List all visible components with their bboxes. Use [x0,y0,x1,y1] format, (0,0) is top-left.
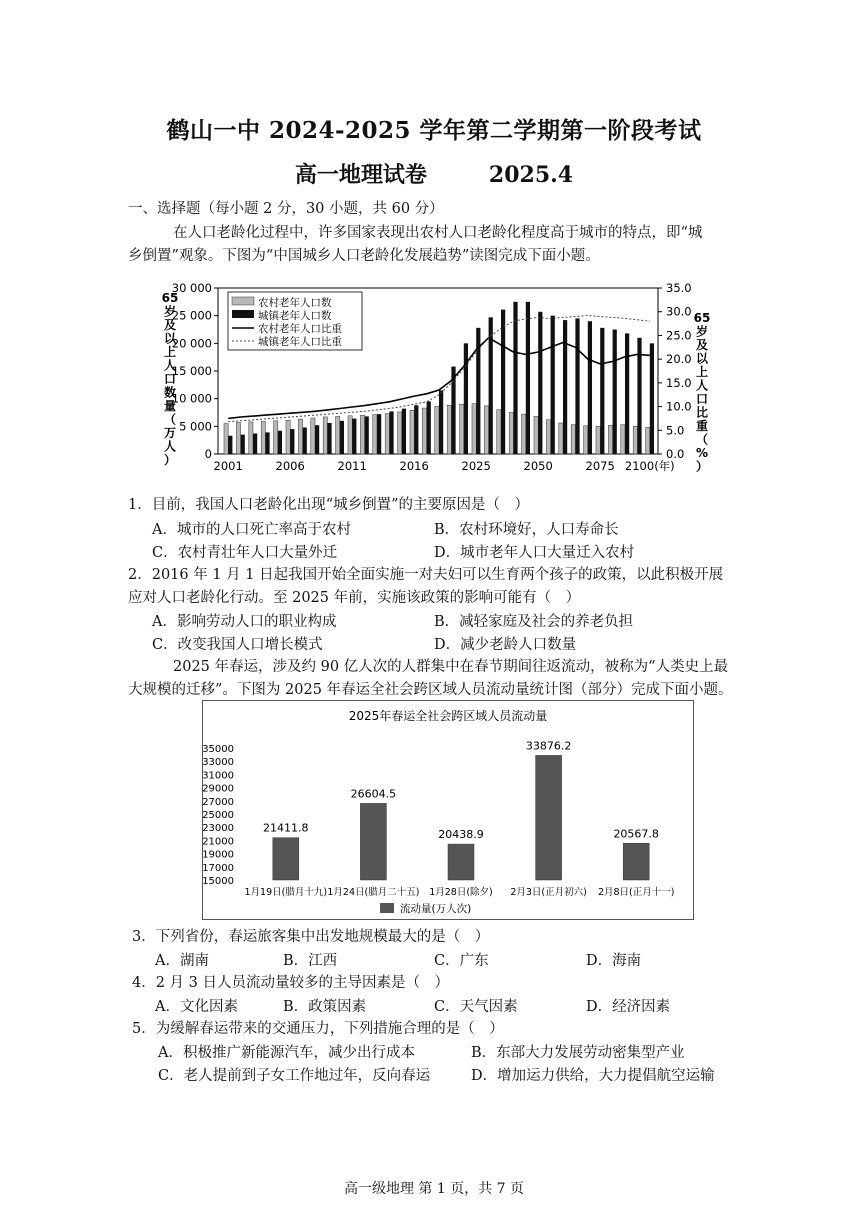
legend-label: 城镇老年人口数 [258,310,332,322]
q2-stem-line1: 2．2016 年 1 月 1 日起我国开始全面实施一对夫妇可以生育两个孩子的政策，以此积极开展 [128,567,724,583]
left-axis-label-char: 人 [163,358,177,373]
rural-count-bar [360,415,364,454]
urban-count-bar [352,419,356,454]
x-tick-label: 2025 [461,459,491,473]
urban-count-bar [303,427,307,454]
urban-count-bar [228,436,232,454]
q1-option-b[interactable]: B．农村环境好，人口寿命长 [434,522,619,538]
left-tick-label: 0 [204,447,212,461]
q5-option-a[interactable]: A．积极推广新能源汽车，减少出行成本 [158,1045,415,1061]
x-category-label: 1月19日(腊月十九) [244,887,328,898]
left-axis-label-char: 口 [163,372,177,386]
q4-stem: 4．2 月 3 日人员流动量较多的主导因素是（ ） [132,975,450,991]
intro2-line2: 大规模的迁移”。下图为 2025 年春运全社会跨区域人员流动量统计图（部分）完成下面小题。 [128,682,733,698]
x-tick-label: 2075 [585,459,615,473]
y-tick-label: 35000 [202,744,234,755]
y-tick-label: 25000 [202,810,234,821]
rural-count-bar [224,424,228,454]
flow-bar [536,755,562,880]
q1-stem: 1．目前，我国人口老龄化出现“城乡倒置”的主要原因是（ ） [128,497,530,513]
urban-count-bar [265,432,269,454]
urban-count-bar [427,401,431,454]
q1-option-a[interactable]: A．城市的人口死亡率高于农村 [152,522,351,538]
left-tick-label: 15 000 [171,364,212,378]
q1-option-c[interactable]: C．农村青壮年人口大量外迁 [152,545,338,561]
flow-bar [623,843,649,880]
rural-count-bar [584,426,588,454]
q4-option-a[interactable]: A．文化因素 [155,999,238,1015]
exam-subtitle [0,158,868,189]
urban-count-bar [414,405,418,454]
urban-count-bar [526,302,530,454]
subject-title: 高一地理试卷 [294,162,427,188]
legend-swatch [380,903,394,913]
flow-value-label: 20438.9 [438,828,484,842]
urban-count-bar [315,425,319,454]
rural-count-bar [410,410,414,454]
right-tick-label: 5.0 [666,423,685,438]
rural-count-bar [261,421,265,454]
right-axis-label-char: 人 [695,378,709,393]
q4-option-c[interactable]: C．天气因素 [434,999,518,1015]
urban-count-bar [600,328,604,454]
q2-option-c[interactable]: C．改变我国人口增长模式 [152,637,323,653]
urban-count-bar [563,320,567,454]
left-axis-label-char: （ [163,412,177,427]
rural-count-bar [571,425,575,454]
left-axis-label-char: ） [163,453,177,467]
right-axis-label-char: 及 [695,338,709,352]
right-axis-label-char: 65 [693,311,711,325]
rural-count-bar [522,414,526,454]
left-tick-label: 10 000 [171,391,212,406]
rural-count-bar [484,406,488,454]
x-category-label: 1月24日(腊月二十五) [327,887,420,898]
right-axis-label-char: 上 [695,365,709,379]
x-category-label: 2月3日(正月初六) [510,887,587,898]
left-tick-label: 20 000 [171,336,212,351]
right-axis-label-char: （ [695,432,709,447]
q3-option-c[interactable]: C．广东 [434,953,489,969]
left-axis-label-char: 数 [163,385,177,400]
urban-count-bar [625,333,629,454]
right-tick-label: 10.0 [666,399,692,414]
flow-value-label: 21411.8 [263,821,309,835]
right-axis-label-char: 比 [695,405,709,420]
intro1-line1: 在人口老龄化过程中，许多国家表现出农村人口老龄化程度高于城市的特点，即“城 [173,225,703,241]
urban-count-bar [365,416,369,454]
rural-count-bar [435,406,439,454]
flow-value-label: 20567.8 [613,827,659,841]
urban-count-bar [575,318,579,454]
x-tick-label: 2006 [275,459,305,473]
right-axis-label-char: 以 [695,351,709,366]
rural-count-bar [472,404,476,454]
y-tick-label: 15000 [202,876,234,887]
left-tick-label: 30 000 [171,281,212,295]
rural-count-bar [534,416,538,454]
x-tick-label: 2050 [523,459,553,473]
q5-option-d[interactable]: D．增加运力供给，大力提倡航空运输 [471,1068,715,1084]
y-tick-label: 27000 [202,796,234,808]
left-axis-label-char: 以 [163,331,177,346]
right-tick-label: 15.0 [666,375,692,390]
flow-bar [360,803,386,880]
page-footer: 高一级地理 第 1 页，共 7 页 [343,1181,525,1197]
rural-count-bar [497,410,501,454]
urban-count-bar [290,429,294,454]
rural-count-bar [298,419,302,454]
legend-swatch-urban-count [232,310,254,318]
rural-count-bar [398,412,402,454]
rural-count-bar [559,423,563,454]
flow-bar [448,844,474,880]
urban-count-bar [650,343,654,454]
chart-title: 2025年春运全社会跨区域人员流动量 [348,709,548,723]
y-tick-label: 29000 [202,783,234,795]
left-tick-label: 25 000 [171,308,212,323]
q5-option-c[interactable]: C．老人提前到子女工作地过年，反向春运 [158,1068,431,1084]
rural-count-bar [447,405,451,454]
q3-stem: 3．下列省份，春运旅客集中出发地规模最大的是（ ） [132,929,490,945]
intro1-line2: 乡倒置”观象。下图为“中国城乡人口老龄化发展趋势”读图完成下面小题。 [128,248,600,264]
y-tick-label: 21000 [202,836,234,848]
spring-festival-flow-chart [202,700,694,920]
right-tick-label: 20.0 [666,352,692,367]
legend-label: 农村老年人口数 [258,297,332,309]
rural-count-bar [509,413,513,455]
flow-value-label: 26604.5 [350,787,397,801]
legend-label: 城镇老年人口比重 [258,336,342,348]
exam-date: 2025.4 [488,162,574,188]
q3-option-d[interactable]: D．海南 [586,953,642,969]
left-axis-label-char: 量 [163,399,177,413]
aging-trend-chart [150,280,730,480]
rural-count-bar [249,422,253,454]
rural-count-bar [621,425,625,454]
urban-count-bar [241,435,245,454]
right-tick-label: 30.0 [666,304,692,319]
flow-bar [273,838,299,880]
x-category-label: 1月28日(除夕) [429,887,493,898]
right-axis-label-char: 口 [695,392,709,406]
rural-count-bar [422,408,426,454]
rural-count-bar [236,422,240,454]
left-axis-label-char: 及 [163,318,177,332]
intro2-line1: 2025 年春运，涉及约 90 亿人次的人群集中在春节期间往返流动，被称为“人类史上最 [173,659,729,675]
urban-count-bar [278,431,282,454]
x-tick-label: 2016 [399,459,429,473]
y-tick-label: 31000 [202,770,234,782]
q2-option-a[interactable]: A．影响劳动人口的职业构成 [152,614,337,630]
right-axis-label-char: % [695,446,709,460]
x-tick-label: 2001 [213,459,243,473]
q2-option-d[interactable]: D．减少老龄人口数量 [434,637,577,653]
q2-stem-line2: 应对人口老龄化行动。至 2025 年前，实施该政策的影响可能有（ ） [128,590,581,606]
q3-option-b[interactable]: B．江西 [283,953,338,969]
urban-count-bar [501,310,505,454]
x-tick-label: 2011 [337,459,367,473]
rural-count-bar [546,420,550,454]
q2-option-b[interactable]: B．减轻家庭及社会的养老负担 [434,614,634,630]
right-tick-label: 25.0 [666,328,692,343]
q5-option-b[interactable]: B．东部大力发展劳动密集型产业 [471,1045,685,1061]
urban-count-bar [613,330,617,455]
left-axis-label-char: 万 [163,426,177,440]
section-heading: 一、选择题（每小题 2 分，30 小题，共 60 分） [128,201,444,217]
rural-count-bar [323,417,327,454]
rural-count-bar [336,416,340,454]
q1-option-d[interactable]: D．城市老年人口大量迁入农村 [434,545,635,561]
rural-count-bar [460,404,464,454]
urban-count-bar [402,409,406,454]
urban-count-bar [551,316,555,454]
urban-count-bar [588,321,592,454]
x-category-label: 2月8日(正月十一) [597,887,675,898]
y-tick-label: 19000 [202,849,234,861]
q3-option-a[interactable]: A．湖南 [155,953,209,969]
urban-count-bar [377,414,381,454]
urban-count-bar [340,421,344,454]
right-tick-label: 0.0 [666,447,685,461]
left-axis-label-char: 65 [161,291,179,305]
left-tick-label: 5 000 [179,419,212,434]
q4-option-d[interactable]: D．经济因素 [586,999,671,1015]
rural-count-bar [348,416,352,454]
left-axis-label-char: 人 [163,439,177,454]
rural-count-bar [596,426,600,454]
rural-count-bar [633,426,637,454]
rural-count-bar [385,414,389,454]
urban-count-bar [389,411,393,454]
left-axis-label-char: 上 [163,345,177,359]
rural-count-bar [608,425,612,454]
legend-swatch-rural-count [232,297,254,305]
rural-count-bar [311,418,315,454]
left-axis-label-char: 岁 [163,304,177,319]
q5-stem: 5．为缓解春运带来的交通压力，下列措施合理的是（ ） [132,1021,504,1037]
x-tick-label: 2100(年) [624,459,675,473]
urban-count-bar [538,312,542,454]
y-tick-label: 23000 [202,823,234,835]
urban-count-bar [327,423,331,454]
rural-count-bar [373,415,377,454]
rural-count-bar [274,421,278,454]
urban-count-bar [253,434,257,454]
right-axis-label-char: 岁 [695,324,709,339]
urban-count-bar [464,343,468,454]
right-axis-label-char: 重 [695,419,709,433]
urban-count-bar [439,390,443,454]
right-tick-label: 35.0 [666,281,692,295]
urban-count-bar [513,302,517,454]
rural-count-bar [646,427,650,454]
right-axis-label-char: ） [695,459,709,474]
y-tick-label: 17000 [202,862,234,874]
legend-label: 流动量(万人次) [400,903,472,915]
flow-value-label: 33876.2 [525,739,572,753]
legend-label: 农村老年人口比重 [258,323,342,335]
y-tick-label: 33000 [202,757,234,769]
q4-option-b[interactable]: B．政策因素 [283,999,367,1015]
exam-title: 鹤山一中 2024-2025 学年第二学期第一阶段考试 [166,117,702,144]
rural-count-bar [286,420,290,454]
